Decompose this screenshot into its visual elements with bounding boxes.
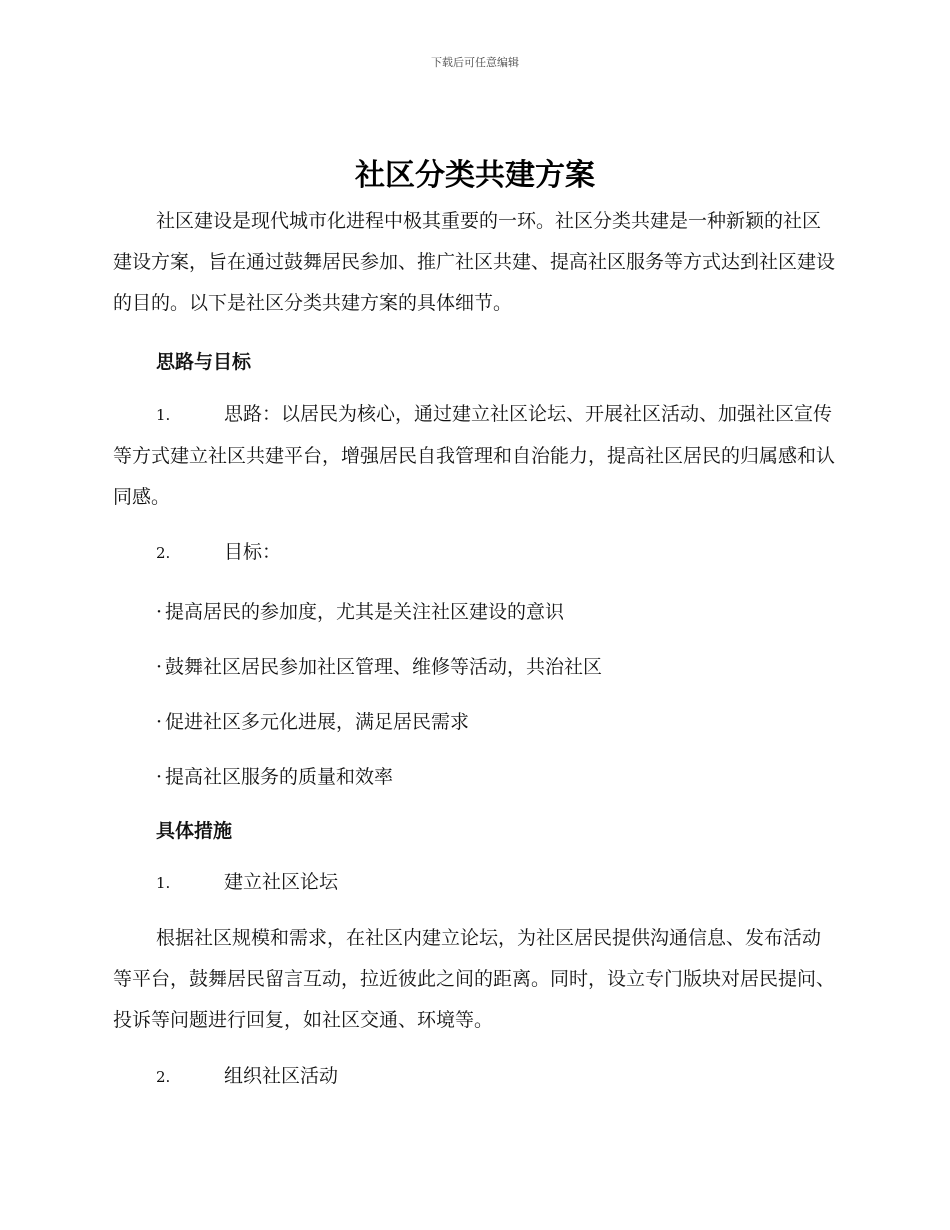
item-text: 建立社区论坛 (224, 871, 339, 893)
numbered-item-forum (113, 862, 835, 904)
bullet-dot: · (156, 766, 163, 788)
item-text: 目标： (224, 541, 282, 563)
item-number: 1. (156, 874, 171, 892)
numbered-item-approach (113, 394, 835, 518)
bullet-dot: · (156, 711, 163, 733)
section-heading-measures: 具体措施 (156, 820, 233, 842)
bullet-item (156, 597, 564, 624)
item-text: 组织社区活动 (224, 1065, 339, 1087)
bullet-item (156, 707, 469, 734)
item-number: 2. (156, 544, 171, 562)
numbered-item-goals (113, 532, 835, 574)
item-number: 2. (156, 1068, 171, 1086)
bullet-text: 提高社区服务的质量和效率 (165, 766, 394, 788)
bullet-item (156, 652, 602, 679)
bullet-dot: · (156, 656, 163, 678)
bullet-text: 鼓舞社区居民参加社区管理、维修等活动，共治社区 (165, 656, 603, 678)
intro-paragraph: 社区建设是现代城市化进程中极其重要的一环。社区分类共建是一种新颖的社区建设方案，旨在通过鼓舞居民参加、推广社区共建、提高社区服务等方式达到社区建设的目的。以下是社区分类共建方案的具体细节。 (113, 210, 836, 314)
forum-paragraph: 根据社区规模和需求，在社区内建立论坛，为社区居民提供沟通信息、发布活动等平台，鼓舞居民留言互动，拉近彼此之间的距离。同时，设立专门版块对居民提问、投诉等问题进行回复，如社区交通、环境等。 (113, 927, 836, 1031)
page-header-note: 下载后可任意编辑 (431, 56, 519, 69)
document-title: 社区分类共建方案 (355, 158, 595, 193)
bullet-text: 提高居民的参加度，尤其是关注社区建设的意识 (165, 601, 565, 623)
bullet-item (156, 762, 393, 789)
section-heading-approach: 思路与目标 (156, 351, 252, 373)
item-number: 1. (156, 406, 171, 424)
numbered-item-activities (113, 1056, 835, 1098)
bullet-dot: · (156, 601, 163, 623)
item-text: 思路：以居民为核心，通过建立社区论坛、开展社区活动、加强社区宣传等方式建立社区共建平台，增强居民自我管理和自治能力，提高社区居民的归属感和认同感。 (113, 403, 836, 508)
bullet-text: 促进社区多元化进展，满足居民需求 (165, 711, 470, 733)
